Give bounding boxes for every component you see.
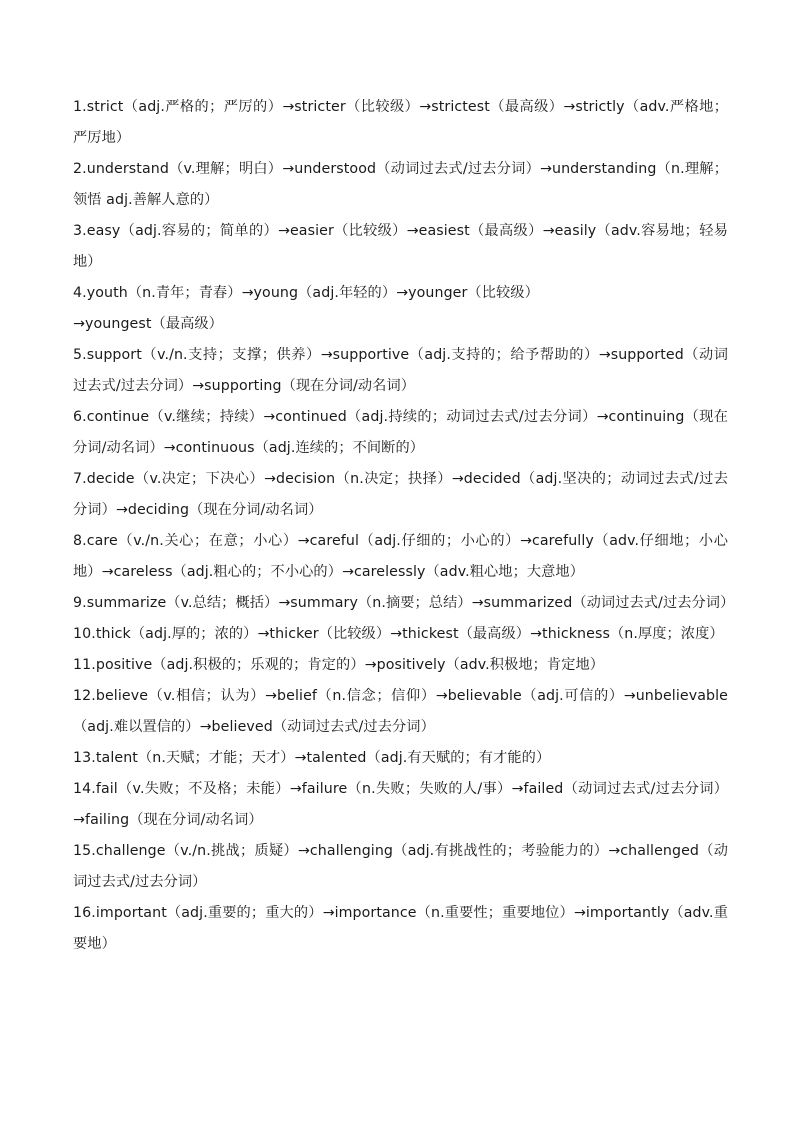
vocab-entry-youth-continued: →youngest（最高级）	[73, 316, 223, 332]
vocab-entry-decide: 7.decide（v.决定；下决心）→decision（n.决定；抉择）→decided（adj.坚决的；动词过去式/过去分词）→deciding（现在分词/动名词）	[73, 471, 728, 518]
vocab-entry-summarize: 9.summarize（v.总结；概括）→summary（n.摘要；总结）→summarized（动词过去式/过去分词）	[73, 595, 735, 611]
vocab-entry-youth: 4.youth（n.青年；青春）→young（adj.年轻的）→younger（比较级）	[73, 285, 539, 301]
vocabulary-list	[73, 92, 735, 960]
vocab-entry-continue: 6.continue（v.继续；持续）→continued（adj.持续的；动词过去式/过去分词）→continuing（现在分词/动名词）→continuous（adj.连续的；不间断的）	[73, 409, 728, 456]
vocab-entry-support: 5.support（v./n.支持；支撑；供养）→supportive（adj.支持的；给予帮助的）→supported（动词过去式/过去分词）→supporting（现在分词/动名词）	[73, 347, 729, 394]
vocab-entry-easy: 3.easy（adj.容易的；简单的）→easier（比较级）→easiest（最高级）→easily（adv.容易地；轻易地）	[73, 223, 728, 270]
vocab-entry-thick: 10.thick（adj.厚的；浓的）→thicker（比较级）→thickest（最高级）→thickness（n.厚度；浓度）	[73, 626, 724, 642]
vocab-entry-positive: 11.positive（adj.积极的；乐观的；肯定的）→positively（adv.积极地；肯定地）	[73, 657, 605, 673]
vocab-entry-care: 8.care（v./n.关心；在意；小心）→careful（adj.仔细的；小心的）→carefully（adv.仔细地；小心地）→careless（adj.粗心的；不小心的）→carelessly（adv.粗心地；大意地）	[73, 533, 728, 580]
vocab-entry-important: 16.important（adj.重要的；重大的）→importance（n.重要性；重要地位）→importantly（adv.重要地）	[73, 905, 728, 952]
vocab-entry-understand: 2.understand（v.理解；明白）→understood（动词过去式/过去分词）→understanding（n.理解；领悟 adj.善解人意的）	[73, 161, 728, 208]
vocab-entry-talent: 13.talent（n.天赋；才能；天才）→talented（adj.有天赋的；有才能的）	[73, 750, 551, 766]
vocab-entry-challenge: 15.challenge（v./n.挑战；质疑）→challenging（adj.有挑战性的；考验能力的）→challenged（动词过去式/过去分词）	[73, 843, 728, 890]
vocab-entry-fail: 14.fail（v.失败；不及格；未能）→failure（n.失败；失败的人/事）→failed（动词过去式/过去分词）→failing（现在分词/动名词）	[73, 781, 728, 828]
vocab-entry-believe: 12.believe（v.相信；认为）→belief（n.信念；信仰）→believable（adj.可信的）→unbelievable（adj.难以置信的）→believed（动词过去式/过去分词）	[73, 688, 728, 735]
vocab-entry-strict: 1.strict（adj.严格的；严厉的）→stricter（比较级）→strictest（最高级）→strictly（adv.严格地；严厉地）	[73, 99, 728, 146]
